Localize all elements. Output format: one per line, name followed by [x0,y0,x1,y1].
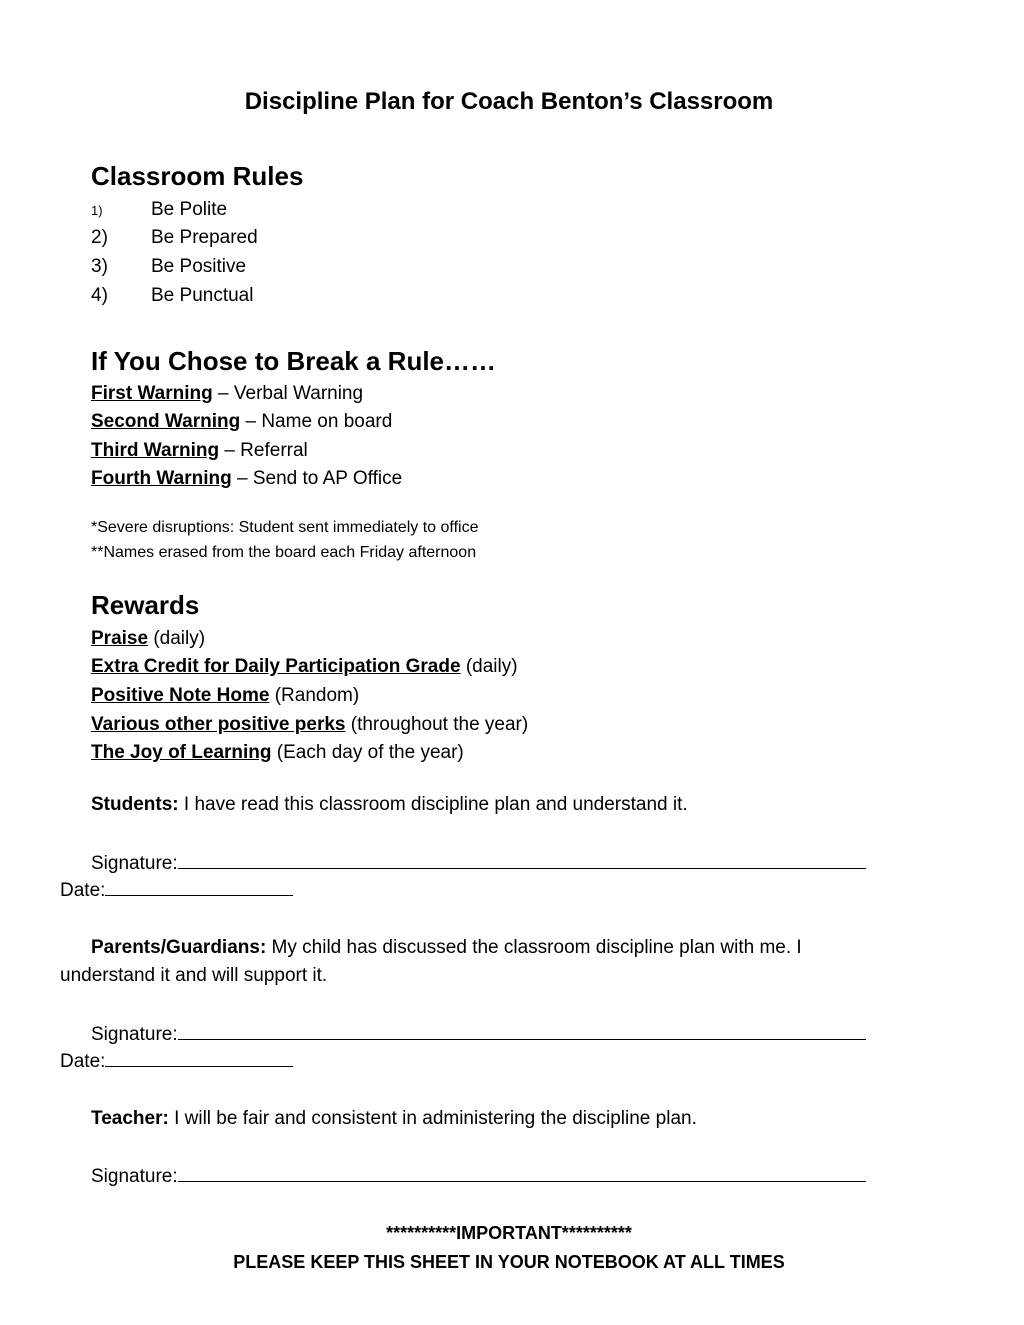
signature-label: Signature: [91,1166,178,1187]
teacher-statement [91,1106,697,1132]
rule-number: 4) [91,285,108,306]
signature-label: Signature: [91,1024,178,1045]
signature-blank[interactable] [178,850,866,869]
consequence-text: – Referral [219,440,308,461]
reward-label: The Joy of Learning [91,742,272,763]
parents-signature-line[interactable] [91,1021,866,1048]
names-erased-note: **Names erased from the board each Friday afternoon [91,544,477,561]
signature-label: Signature: [91,853,178,874]
rule-item [91,283,253,309]
consequence-text: – Send to AP Office [231,468,403,489]
date-label: Date: [60,1051,106,1072]
reward-item [91,626,205,652]
important-banner: **********IMPORTANT********** [386,1223,632,1243]
rule-text: Be Positive [151,256,247,277]
parents-text: My child has discussed the classroom discipline plan with me. I [266,937,802,958]
consequence-item [91,409,392,435]
students-date-line[interactable] [60,877,293,904]
rule-number: 1) [91,203,103,218]
rule-text: Be Prepared [151,227,258,248]
parents-statement-cont: understand it and will support it. [60,965,328,986]
consequence-label: First Warning [91,383,213,404]
reward-item [91,712,528,738]
date-label: Date: [60,880,106,901]
rules-heading: Classroom Rules [91,161,304,191]
rule-item [91,254,246,280]
teacher-text: I will be fair and consistent in administering the discipline plan. [168,1108,697,1129]
consequence-label: Second Warning [91,411,241,432]
rule-number: 2) [91,227,108,248]
reward-label: Various other positive perks [91,714,346,735]
reward-label: Praise [91,628,149,649]
students-text: I have read this classroom discipline plan and understand it. [178,794,688,815]
reward-text: (daily) [148,628,206,649]
keep-sheet-notice: PLEASE KEEP THIS SHEET IN YOUR NOTEBOOK AT ALL TIMES [233,1252,785,1272]
consequence-text: – Verbal Warning [212,383,364,404]
students-signature-line[interactable] [91,850,866,877]
signature-blank[interactable] [178,1021,866,1040]
students-label: Students: [91,794,179,815]
reward-text: (throughout the year) [345,714,529,735]
signature-blank[interactable] [178,1163,866,1182]
teacher-signature-line[interactable] [91,1163,866,1190]
reward-item [91,740,464,766]
consequence-item [91,381,363,407]
rule-text: Be Punctual [151,285,254,306]
reward-label: Extra Credit for Daily Participation Grade [91,656,461,677]
parents-statement [91,935,802,961]
rule-item [91,225,258,251]
parents-label: Parents/Guardians: [91,937,267,958]
rule-item [91,197,227,224]
consequences-heading: If You Chose to Break a Rule…… [91,346,497,376]
reward-text: (Each day of the year) [271,742,464,763]
reward-text: (Random) [269,685,360,706]
rewards-heading: Rewards [91,590,200,620]
severe-note: *Severe disruptions: Student sent immediately to office [91,519,479,536]
rule-text: Be Polite [151,199,228,220]
reward-item [91,683,359,709]
parents-date-line[interactable] [60,1048,293,1075]
page-title: Discipline Plan for Coach Benton’s Classroom [244,88,774,115]
consequence-item [91,438,308,464]
reward-text: (daily) [460,656,518,677]
date-blank[interactable] [105,1048,293,1067]
date-blank[interactable] [105,877,293,896]
consequence-label: Fourth Warning [91,468,232,489]
reward-label: Positive Note Home [91,685,270,706]
students-statement [91,792,688,818]
teacher-label: Teacher: [91,1108,169,1129]
consequence-text: – Name on board [240,411,393,432]
rule-number: 3) [91,256,108,277]
consequence-label: Third Warning [91,440,220,461]
reward-item [91,654,518,680]
consequence-item [91,466,402,492]
